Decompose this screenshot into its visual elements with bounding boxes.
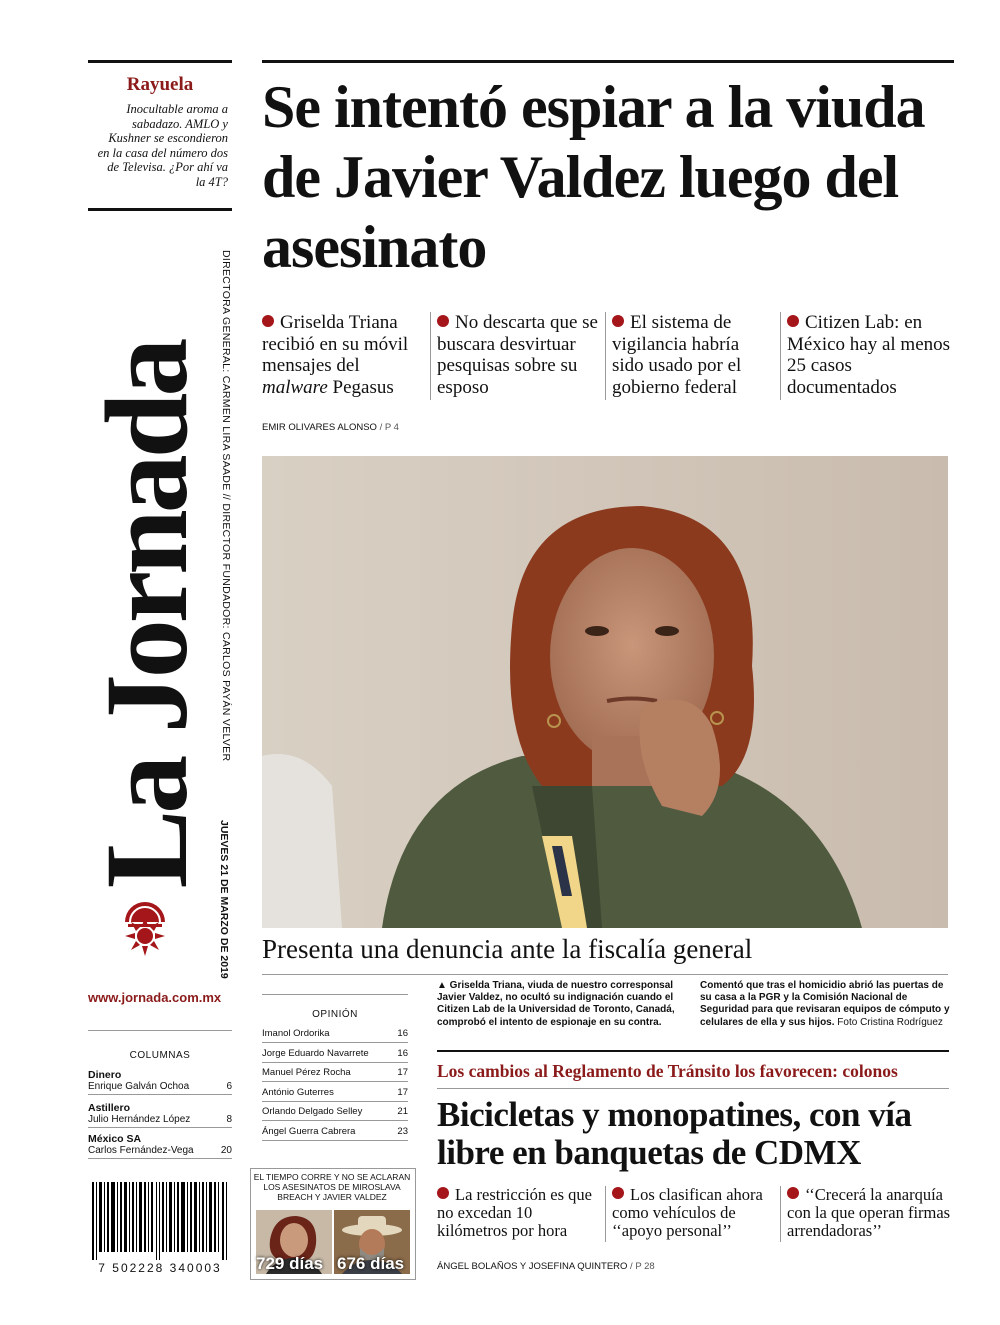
photo-caption-left: ▲ Griselda Triana, viuda de nuestro corresponsal Javier Valdez, no ocultó su indignación cuando el Citizen Lab de la Universidad de Toronto, Canadá, comprobó el intento de espionaje en su contra. bbox=[437, 980, 675, 1028]
sun-logo-icon bbox=[120, 892, 170, 958]
main-photo[interactable] bbox=[262, 456, 948, 928]
opinion-page: 17 bbox=[397, 1087, 408, 1098]
column-author: Julio Hernández López bbox=[88, 1114, 191, 1125]
second-subhead-1 bbox=[437, 1186, 602, 1240]
subhead-3 bbox=[612, 312, 772, 398]
column-item[interactable] bbox=[88, 1102, 232, 1128]
subhead-4 bbox=[787, 312, 952, 398]
subhead-text: No descarta que se buscara desvirtuar pesquisas sobre su esposo bbox=[437, 312, 598, 398]
column-item[interactable] bbox=[88, 1133, 232, 1159]
column-page: 8 bbox=[226, 1114, 232, 1125]
subhead-italic: malware bbox=[262, 376, 328, 398]
subhead-2 bbox=[437, 312, 602, 398]
column-author: Enrique Galván Ochoa bbox=[88, 1081, 190, 1092]
barcode-bars-icon bbox=[88, 1182, 232, 1260]
byline-page: / P 4 bbox=[379, 422, 399, 433]
credits-text: DIRECTORA GENERAL: CARMEN LIRA SAADE // DIRECTOR FUNDADOR: CARLOS PAYÁN VELVER bbox=[220, 250, 232, 762]
photo-caption-rule bbox=[262, 974, 948, 975]
subhead-text: El sistema de vigilancia habría sido usado por el gobierno federal bbox=[612, 312, 742, 398]
website-link[interactable]: www.jornada.com.mx bbox=[88, 990, 222, 1005]
columnas-rule bbox=[88, 1030, 232, 1031]
masthead-date bbox=[218, 820, 232, 979]
column-name: Astillero bbox=[88, 1102, 131, 1114]
masthead-title: La Jornada bbox=[81, 341, 212, 889]
main-byline bbox=[262, 422, 399, 433]
portrait-photo bbox=[262, 456, 948, 928]
opinion-page: 16 bbox=[397, 1048, 408, 1059]
second-story-top-rule bbox=[437, 1050, 949, 1052]
opinion-item[interactable] bbox=[262, 1028, 408, 1043]
bullet-dot-icon bbox=[787, 1187, 799, 1199]
second-byline bbox=[437, 1261, 655, 1272]
opinion-author: Orlando Delgado Selley bbox=[262, 1106, 363, 1117]
subhead-divider bbox=[605, 1186, 606, 1242]
subhead-text: La restricción es que no excedan 10 kilómetros por hora bbox=[437, 1185, 592, 1240]
photo-credit: Foto Cristina Rodríguez bbox=[837, 1016, 943, 1028]
opinion-item[interactable] bbox=[262, 1067, 408, 1082]
rayuela-top-rule bbox=[88, 60, 232, 63]
tiempo-text: EL TIEMPO CORRE Y NO SE ACLARAN LOS ASESINATOS DE MIROSLAVA BREACH Y JAVIER VALDEZ bbox=[253, 1172, 411, 1202]
main-headline[interactable]: Se intentó espiar a la viuda de Javier Valdez luego del asesinato bbox=[262, 74, 925, 280]
column-page: 20 bbox=[220, 1145, 232, 1156]
bullet-dot-icon bbox=[437, 1187, 449, 1199]
byline-author: ÁNGEL BOLAÑOS Y JOSEFINA QUINTERO bbox=[437, 1261, 628, 1272]
subhead-divider bbox=[780, 312, 781, 400]
opinion-author: Ángel Guerra Cabrera bbox=[262, 1126, 356, 1137]
bullet-dot-icon bbox=[787, 315, 799, 327]
subhead-divider bbox=[780, 1186, 781, 1242]
bullet-dot-icon bbox=[612, 1187, 624, 1199]
opinion-item[interactable] bbox=[262, 1106, 408, 1121]
subhead-divider bbox=[605, 312, 606, 400]
column-item[interactable] bbox=[88, 1069, 232, 1095]
headline-top-rule bbox=[262, 60, 954, 63]
bullet-dot-icon bbox=[262, 315, 274, 327]
opinion-title: OPINIÓN bbox=[312, 1009, 358, 1020]
subhead-text: Los clasifican ahora como vehículos de ‘‘apoyo personal’’ bbox=[612, 1185, 763, 1240]
opinion-page: 23 bbox=[397, 1126, 408, 1137]
opinion-item[interactable] bbox=[262, 1126, 408, 1141]
opinion-author: Imanol Ordorika bbox=[262, 1028, 330, 1039]
opinion-item[interactable] bbox=[262, 1087, 408, 1102]
byline-page: / P 28 bbox=[630, 1261, 655, 1272]
subhead-divider bbox=[430, 312, 431, 400]
days-counter-left: 729 días bbox=[256, 1254, 324, 1273]
opinion-item[interactable] bbox=[262, 1048, 408, 1063]
columnas-title: COLUMNAS bbox=[129, 1050, 191, 1061]
opinion-page: 16 bbox=[397, 1028, 408, 1039]
second-story-headline[interactable]: Bicicletas y monopatines, con vía libre en banquetas de CDMX bbox=[437, 1095, 912, 1172]
kicker-rule bbox=[437, 1088, 949, 1089]
photo-headline: Presenta una denuncia ante la fiscalía general bbox=[262, 934, 753, 964]
subhead-text: ‘‘Crecerá la anarquía con la que operan firmas arrendadoras’’ bbox=[787, 1185, 951, 1240]
rayuela-title: Rayuela bbox=[126, 74, 194, 95]
subhead-1 bbox=[262, 312, 427, 398]
barcode-number: 7 502228 340003 bbox=[98, 1261, 222, 1275]
barcode bbox=[88, 1182, 232, 1274]
opinion-author: Manuel Pérez Rocha bbox=[262, 1067, 351, 1078]
opinion-author: Jorge Eduardo Navarrete bbox=[262, 1048, 369, 1059]
subhead-text: Griselda Triana recibió en su móvil mensajes del bbox=[262, 312, 409, 376]
bullet-dot-icon bbox=[437, 315, 449, 327]
column-name: Dinero bbox=[88, 1069, 122, 1081]
days-counter-right: 676 días bbox=[337, 1254, 405, 1273]
column-author: Carlos Fernández-Vega bbox=[88, 1145, 194, 1156]
second-subhead-2 bbox=[612, 1186, 777, 1240]
subhead-text: Citizen Lab: en México hay al menos 25 casos documentados bbox=[787, 312, 951, 398]
opinion-author: António Guterres bbox=[262, 1087, 334, 1098]
column-page: 6 bbox=[226, 1081, 232, 1092]
opinion-page: 17 bbox=[397, 1067, 408, 1078]
rayuela-text: Inocultable aroma a sabadazo. AMLO y Kushner se escondieron en la casa del número dos de Televisa. ¿Por ahí va la 4T? bbox=[97, 102, 228, 189]
photo-caption-right bbox=[700, 980, 950, 1029]
rayuela-bottom-rule bbox=[88, 208, 232, 211]
second-story-kicker: Los cambios al Reglamento de Tránsito los favorecen: colonos bbox=[437, 1061, 898, 1081]
opinion-page: 21 bbox=[397, 1106, 408, 1117]
subhead-text-end: Pegasus bbox=[327, 376, 394, 398]
byline-author: EMIR OLIVARES ALONSO bbox=[262, 422, 377, 433]
date-text: JUEVES 21 DE MARZO DE 2019 bbox=[218, 820, 230, 979]
bullet-dot-icon bbox=[612, 315, 624, 327]
masthead[interactable] bbox=[82, 255, 212, 975]
second-subhead-3 bbox=[787, 1186, 952, 1240]
column-name: México SA bbox=[88, 1133, 142, 1145]
opinion-top-rule bbox=[262, 994, 408, 995]
caption-text: Comentó que tras el homicidio abrió las puertas de su casa a la PGR y la Comisión Nacional de Seguridad para que revisaran equipos de cómputo y celulares de ella y sus hijos. bbox=[700, 980, 950, 1028]
